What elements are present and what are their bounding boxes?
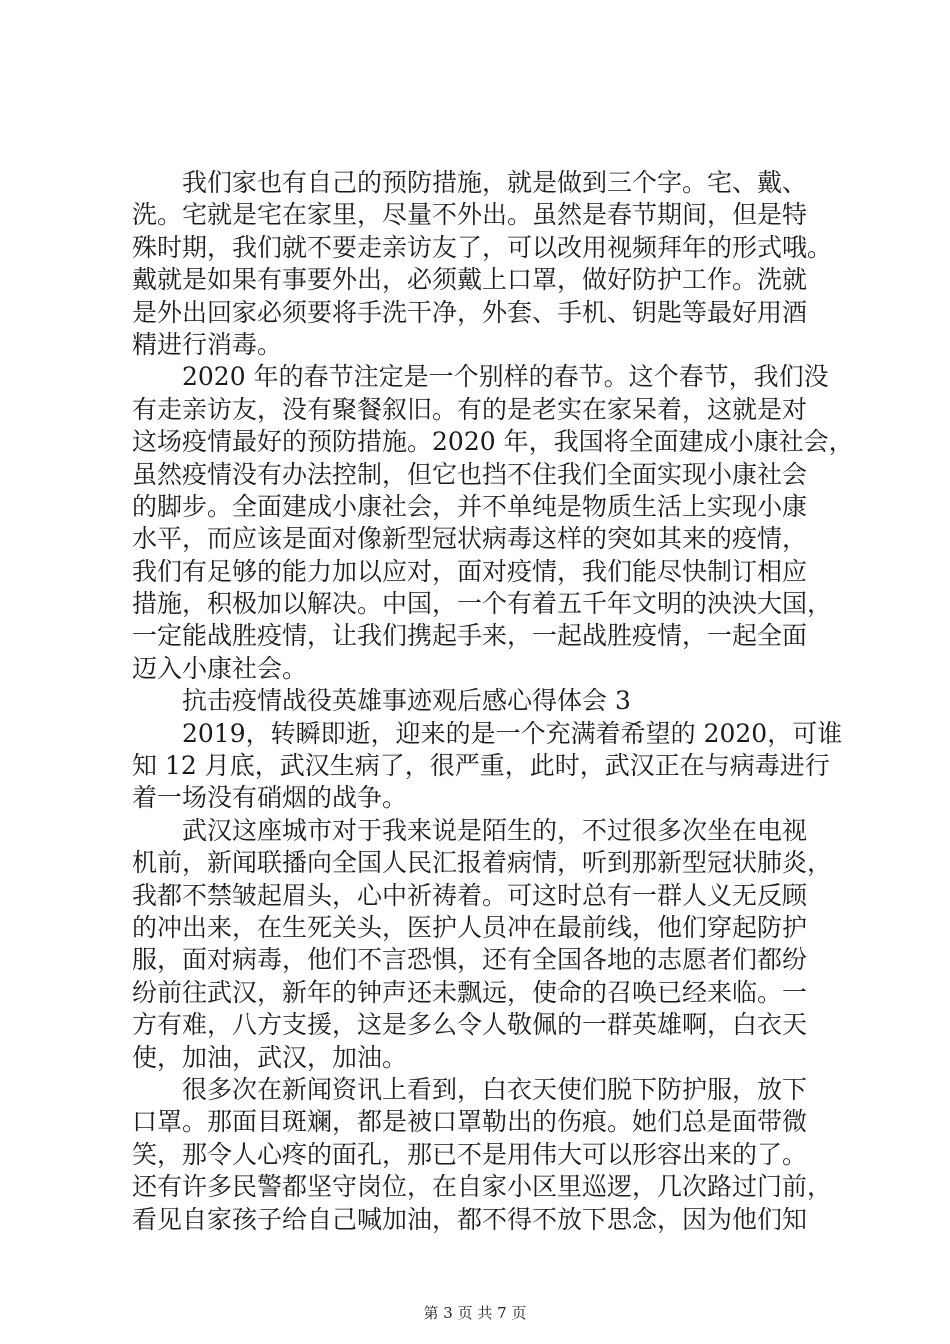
text-line: 戴就是如果有事要外出，必须戴上口罩，做好防护工作。洗就 <box>132 265 808 295</box>
text-line: 殊时期，我们就不要走亲访友了，可以改用视频拜年的形式哦。 <box>132 232 833 262</box>
text-line: 的冲出来，在生死关头，医护人员冲在最前线，他们穿起防护 <box>132 912 808 942</box>
text-line: 纷前往武汉，新年的钟声还未飘远，使命的召唤已经来临。一 <box>132 977 808 1007</box>
text-line: 我们有足够的能力加以应对，面对疫情，我们能尽快制订相应 <box>132 556 808 586</box>
text-line: 使，加油，武汉，加油。 <box>132 1042 408 1072</box>
text-line: 武汉这座城市对于我来说是陌生的，不过很多次坐在电视 <box>182 815 808 845</box>
text-line: 服，面对病毒，他们不言恐惧，还有全国各地的志愿者们都纷 <box>132 945 808 975</box>
text-line: 有走亲访友，没有聚餐叙旧。有的是老实在家呆着，这就是对 <box>132 394 808 424</box>
text-line: 机前，新闻联播向全国人民汇报着病情，听到那新型冠状肺炎， <box>132 848 833 878</box>
text-line: 我都不禁皱起眉头，心中祈祷着。可这时总有一群人义无反顾 <box>132 880 808 910</box>
text-line: 方有难，八方支援，这是多么令人敬佩的一群英雄啊，白衣天 <box>132 1010 808 1040</box>
document-body <box>132 167 854 1236</box>
page-footer: 第 3 页 共 7 页 <box>423 1304 527 1322</box>
text-line: 精进行消毒。 <box>132 329 283 359</box>
text-line: 的脚步。全面建成小康社会，并不单纯是物质生活上实现小康 <box>132 491 808 521</box>
text-line: 知 12 月底，武汉生病了，很严重，此时，武汉正在与病毒进行 <box>132 751 830 781</box>
text-line: 口罩。那面目斑斓，都是被口罩勒出的伤痕。她们总是面带微 <box>132 1107 808 1137</box>
text-line: 2020 年的春节注定是一个别样的春节。这个春节，我们没 <box>182 362 829 392</box>
text-line: 是外出回家必须要将手洗干净，外套、手机、钥匙等最好用酒 <box>132 297 808 327</box>
text-line: 这场疫情最好的预防措施。2020 年，我国将全面建成小康社会， <box>132 427 854 457</box>
text-line: 措施，积极加以解决。中国，一个有着五千年文明的泱泱大国， <box>132 589 833 619</box>
text-line: 洗。宅就是宅在家里，尽量不外出。虽然是春节期间，但是特 <box>132 200 808 230</box>
text-line: 2019，转瞬即逝，迎来的是一个充满着希望的 2020，可谁 <box>182 718 843 748</box>
text-line: 看见自家孩子给自己喊加油，都不得不放下思念，因为他们知 <box>132 1204 808 1234</box>
text-line: 虽然疫情没有办法控制，但它也挡不住我们全面实现小康社会 <box>132 459 808 489</box>
text-line: 很多次在新闻资讯上看到，白衣天使们脱下防护服，放下 <box>182 1074 808 1104</box>
text-line: 我们家也有自己的预防措施，就是做到三个字。宅、戴、 <box>182 168 808 197</box>
text-line: 着一场没有硝烟的战争。 <box>132 783 408 813</box>
text-line: 抗击疫情战役英雄事迹观后感心得体会 3 <box>182 686 631 716</box>
text-line: 笑，那令人心疼的面孔，那已不是用伟大可以形容出来的了。 <box>132 1139 808 1169</box>
text-line: 迈入小康社会。 <box>132 653 308 683</box>
text-line: 一定能战胜疫情，让我们携起手来，一起战胜疫情，一起全面 <box>132 621 808 651</box>
text-line: 还有许多民警都坚守岗位，在自家小区里巡逻，几次路过门前， <box>132 1172 833 1202</box>
text-line: 水平，而应该是面对像新型冠状病毒这样的突如其来的疫情， <box>132 524 808 554</box>
